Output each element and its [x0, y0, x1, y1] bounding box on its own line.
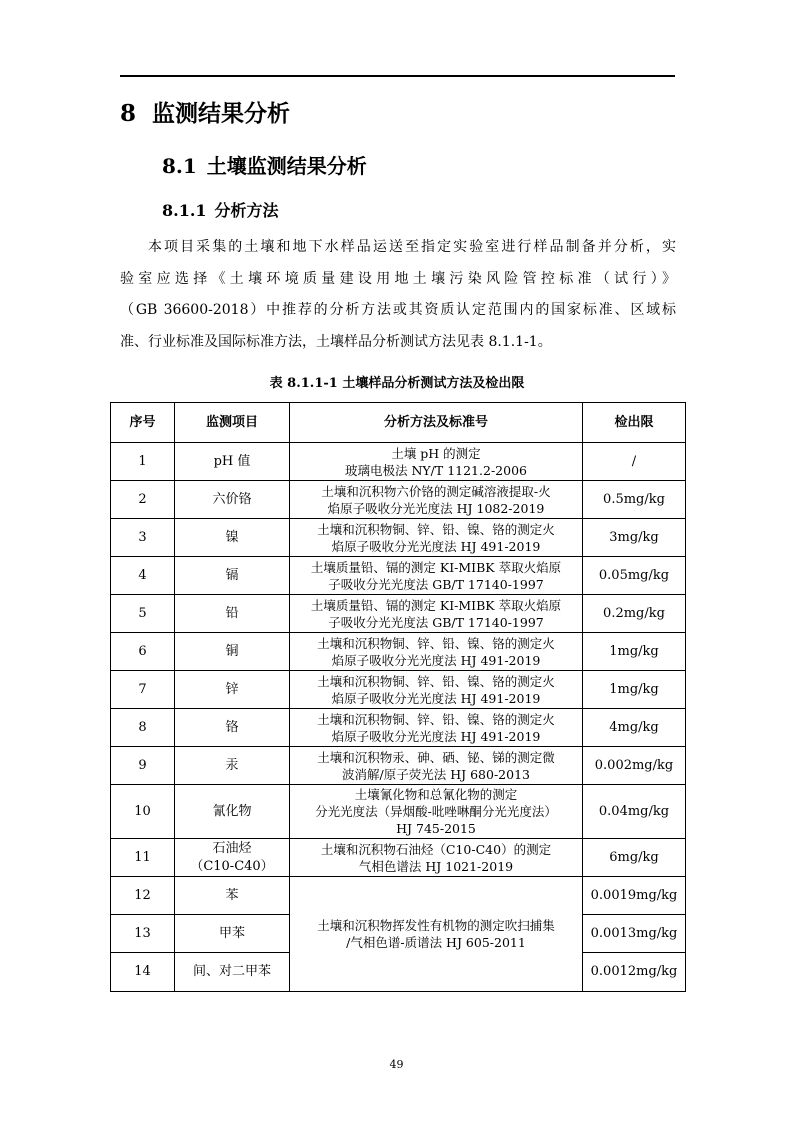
method-line: 焰原子吸收分光光度法 HJ 1082-2019: [327, 500, 545, 516]
cell-method: [290, 671, 583, 709]
cell-limit: 4mg/kg: [583, 709, 686, 747]
cell-item: 锌: [175, 671, 290, 709]
cell-no: 3: [111, 519, 175, 557]
table-row: [111, 595, 686, 633]
header-limit: 检出限: [583, 403, 686, 443]
cell-limit: 0.04mg/kg: [583, 785, 686, 839]
method-line: 焰原子吸收分光光度法 HJ 491-2019: [331, 652, 541, 668]
method-line: 土壤氰化物和总氰化物的测定: [354, 787, 518, 802]
cell-item: 甲苯: [175, 915, 290, 953]
subsubsection-title: 分析方法: [214, 201, 279, 220]
cell-no: 10: [111, 785, 175, 839]
cell-method: [290, 595, 583, 633]
cell-limit: 3mg/kg: [583, 519, 686, 557]
cell-item: 汞: [175, 747, 290, 785]
method-line: 玻璃电极法 NY/T 1121.2-2006: [345, 462, 527, 478]
cell-method: [290, 443, 583, 481]
cell-limit: 0.0019mg/kg: [583, 877, 686, 915]
method-line: 气相色谱法 HJ 1021-2019: [358, 858, 514, 874]
cell-method: [290, 747, 583, 785]
cell-no: 7: [111, 671, 175, 709]
table-row: [111, 557, 686, 595]
cell-item: 间、对二甲苯: [175, 953, 290, 992]
table-row: [111, 671, 686, 709]
table-header-row: [111, 403, 686, 443]
header-rule: [120, 75, 675, 77]
cell-no: 13: [111, 915, 175, 953]
cell-no: 9: [111, 747, 175, 785]
cell-method: [290, 519, 583, 557]
table-row: [111, 877, 686, 915]
method-line: HJ 745-2015: [396, 821, 476, 836]
table-row: [111, 839, 686, 877]
table-row: [111, 633, 686, 671]
cell-item: 铜: [175, 633, 290, 671]
method-line: 焰原子吸收分光光度法 HJ 491-2019: [331, 690, 541, 706]
method-line: 土壤和沉积物铜、锌、铅、镍、铬的测定火: [317, 673, 555, 689]
section-title: 监测结果分析: [152, 100, 291, 127]
cell-no: 6: [111, 633, 175, 671]
cell-limit: 6mg/kg: [583, 839, 686, 877]
cell-method: [290, 785, 583, 839]
section-heading-8: [120, 95, 290, 128]
cell-item: 铅: [175, 595, 290, 633]
cell-limit: 0.002mg/kg: [583, 747, 686, 785]
paragraph-line: 验室应选择《土壤环境质量建设用地土壤污染风险管控标准（试行）》: [120, 270, 676, 287]
method-line: 焰原子吸收分光光度法 HJ 491-2019: [331, 728, 541, 744]
method-line: 子吸收分光光度法 GB/T 17140-1997: [328, 576, 544, 592]
method-line: 分光光度法（异烟酸-吡唑啉酮分光光度法）: [315, 804, 557, 819]
cell-no: 2: [111, 481, 175, 519]
subsection-heading-8-1: [162, 150, 367, 179]
method-line: 土壤和沉积物铜、锌、铅、镍、铬的测定火: [317, 711, 555, 727]
analysis-methods-table: [110, 402, 686, 992]
cell-item: 六价铬: [175, 481, 290, 519]
method-line: 土壤和沉积物汞、砷、硒、铋、锑的测定微: [317, 749, 555, 765]
subsection-number: 8.1: [162, 154, 197, 178]
cell-item: pH 值: [175, 443, 290, 481]
table-row: [111, 481, 686, 519]
cell-method-merged: [290, 877, 583, 992]
section-number: 8: [120, 100, 137, 127]
cell-method: [290, 557, 583, 595]
method-line: 土壤质量铅、镉的测定 KI-MIBK 萃取火焰原: [310, 597, 562, 613]
cell-limit: 0.0012mg/kg: [583, 953, 686, 992]
body-paragraph: [120, 232, 676, 358]
method-line: 波消解/原子荧光法 HJ 680-2013: [342, 766, 530, 782]
cell-limit: 1mg/kg: [583, 671, 686, 709]
item-line: （C10-C40）: [190, 858, 274, 874]
method-line: 土壤质量铅、镉的测定 KI-MIBK 萃取火焰原: [310, 559, 562, 575]
cell-limit: 0.05mg/kg: [583, 557, 686, 595]
cell-no: 14: [111, 953, 175, 992]
paragraph-line: （GB 36600-2018）中推荐的分析方法或其资质认定范围内的国家标准、区域标: [120, 302, 676, 318]
header-item: 监测项目: [175, 403, 290, 443]
cell-item: 苯: [175, 877, 290, 915]
method-line: /气相色谱-质谱法 HJ 605-2011: [346, 935, 526, 950]
cell-method: [290, 839, 583, 877]
subsubsection-number: 8.1.1: [162, 201, 207, 220]
cell-item: [175, 839, 290, 877]
method-line: 土壤和沉积物铜、锌、铅、镍、铬的测定火: [317, 521, 555, 537]
method-line: 土壤和沉积物铜、锌、铅、镍、铬的测定火: [317, 635, 555, 651]
paragraph-line: 准、行业标准及国际标准方法，土壤样品分析测试方法见表 8.1.1-1。: [120, 333, 552, 350]
cell-limit: 1mg/kg: [583, 633, 686, 671]
header-no: 序号: [111, 403, 175, 443]
cell-no: 5: [111, 595, 175, 633]
subsubsection-heading-8-1-1: [162, 198, 279, 221]
cell-no: 11: [111, 839, 175, 877]
cell-method: [290, 709, 583, 747]
method-line: 焰原子吸收分光光度法 HJ 491-2019: [331, 538, 541, 554]
page-number: 49: [389, 1058, 404, 1071]
cell-item: 镍: [175, 519, 290, 557]
table-row: [111, 709, 686, 747]
cell-limit: 0.0013mg/kg: [583, 915, 686, 953]
table-row: [111, 519, 686, 557]
table-row: [111, 443, 686, 481]
cell-no: 8: [111, 709, 175, 747]
paragraph-line: 本项目采集的土壤和地下水样品运送至指定实验室进行样品制备并分析，实: [148, 239, 676, 255]
cell-method: [290, 633, 583, 671]
method-line: 土壤和沉积物挥发性有机物的测定吹扫捕集: [317, 918, 555, 933]
item-line: 石油烃: [212, 840, 252, 856]
cell-method: [290, 481, 583, 519]
cell-limit: 0.2mg/kg: [583, 595, 686, 633]
table-caption: 表 8.1.1-1 土壤样品分析测试方法及检出限: [269, 376, 525, 391]
subsection-title: 土壤监测结果分析: [206, 154, 367, 178]
table-row: [111, 785, 686, 839]
header-method: 分析方法及标准号: [290, 403, 583, 443]
method-line: 土壤和沉积物石油烃（C10-C40）的测定: [320, 841, 552, 857]
method-line: 子吸收分光光度法 GB/T 17140-1997: [328, 614, 544, 630]
method-line: 土壤和沉积物六价铬的测定碱溶液提取-火: [321, 483, 551, 499]
cell-limit: 0.5mg/kg: [583, 481, 686, 519]
cell-item: 镉: [175, 557, 290, 595]
cell-no: 12: [111, 877, 175, 915]
cell-no: 1: [111, 443, 175, 481]
cell-no: 4: [111, 557, 175, 595]
cell-limit: /: [583, 443, 686, 481]
table-row: [111, 747, 686, 785]
cell-item: 铬: [175, 709, 290, 747]
method-line: 土壤 pH 的测定: [391, 445, 481, 461]
cell-item: 氰化物: [175, 785, 290, 839]
